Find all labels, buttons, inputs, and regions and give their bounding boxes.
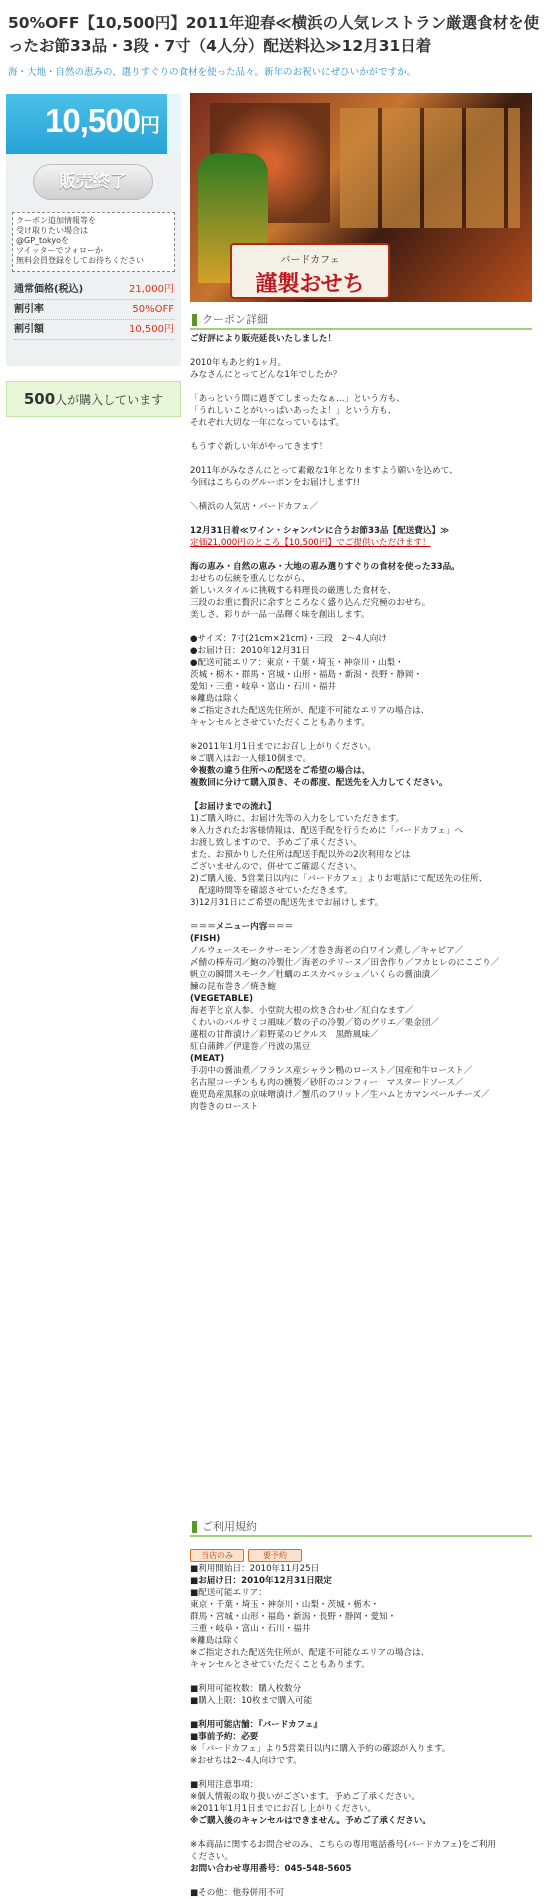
coupon-notice-line: 無料会員登録をしてお待ちください xyxy=(16,256,144,265)
text-line xyxy=(190,1875,532,1887)
coupon-notice xyxy=(12,212,175,272)
row-label: 割引額 xyxy=(14,324,44,335)
tag-store-only: 当店のみ xyxy=(190,1549,244,1562)
sidebar-panel xyxy=(6,154,181,366)
page-title: 50%OFF【10,500円】2011年迎春≪横浜の人気レストラン厳選食材を使ったお節33品・3段・7寸（4人分）配送料込≫12月31日着 xyxy=(8,14,540,55)
text-line: ノルウェースモークサーモン／才巻き海老の白ワイン煮し／キャビア／ xyxy=(190,946,464,956)
coupon-notice-line: @GP_tokyoを xyxy=(16,236,70,245)
text-line: ■利用可能枚数：購入枚数分 xyxy=(190,1684,302,1694)
text-line: 新しいスタイルに挑戦する料理長の厳選した食材を、 xyxy=(190,586,397,596)
text-line xyxy=(190,621,532,633)
coupon-notice-line: クーポン追加情報等を xyxy=(16,216,96,225)
text-line xyxy=(190,789,532,801)
text-line: 肉巻きのロースト xyxy=(190,1102,259,1112)
row-label: 通常価格(税込) xyxy=(14,284,84,295)
text-line: ※ご指定された配送先住所が、配達不可能なエリアの場合は、 xyxy=(190,706,430,716)
purchased-text: 人が購入しています xyxy=(55,393,164,407)
text-line: 愛知・三重・岐阜・富山・石川・福井 xyxy=(190,682,337,692)
text-line: ●お届け日：2010年12月31日 xyxy=(190,646,310,656)
tag-reservation: 要予約 xyxy=(248,1549,302,1562)
text-line: 2)ご購入後、5営業日以内に「バードカフェ」よりお電話にて配送先の住所、 xyxy=(190,874,488,884)
text-line: キャンセルとさせていただくこともあります。 xyxy=(190,1660,370,1670)
text-line: ■事前予約：必要 xyxy=(190,1732,259,1742)
text-line: 帆立の瞬間スモーク／牡蠣のエスカベッシュ／いくらの醤油漬／ xyxy=(190,970,439,980)
text-line: ※離島は除く xyxy=(190,694,241,704)
text-line: お問い合わせ専用番号：045-548-5605 xyxy=(190,1864,352,1874)
text-line: ください。 xyxy=(190,1852,233,1862)
text-line: (FISH) xyxy=(190,934,221,944)
hero-logo-small: バードカフェ xyxy=(280,255,340,266)
jubako-box-shape xyxy=(340,108,520,228)
text-line: おせちの伝統を重んじながら、 xyxy=(190,574,311,584)
text-line: ■お届け日：2010年12月31日限定 xyxy=(190,1576,332,1586)
text-line: ※本商品に関するお問合せのみ、こちらの専用電話番号(バードカフェ)をご利用 xyxy=(190,1840,496,1850)
text-line: 「うれしいことがいっぱいあったよ！」という方も、 xyxy=(190,406,397,416)
row-label: 割引率 xyxy=(14,304,44,315)
text-line xyxy=(190,549,532,561)
row-value: 21,000円 xyxy=(129,284,174,295)
text-line: ※「バードカフェ」より5営業日以内に購入予約の確認が入ります。 xyxy=(190,1744,451,1754)
row-value: 10,500円 xyxy=(129,324,174,335)
price-unit: 円 xyxy=(140,115,159,137)
purchased-count: 500 xyxy=(23,390,56,408)
text-line: 名古屋コーチンもも肉の燻製／砂肝のコンフィー マスタードソース／ xyxy=(190,1078,464,1088)
text-line: ■購入上限：10枚まで購入可能 xyxy=(190,1696,313,1706)
text-line: 12月31日着≪ワイン・シャンパンに合うお節33品【配送費込】≫ xyxy=(190,526,450,536)
text-line: 紅白蒲鉾／伊達巻／丹波の黒豆 xyxy=(190,1042,311,1052)
text-line: 海の恵み・自然の恵み・大地の恵み選りすぐりの食材を使った33品。 xyxy=(190,562,460,572)
hero-logo-big: 謹製おせち xyxy=(255,271,365,297)
text-line: ＝＝＝メニュー内容＝＝＝ xyxy=(190,922,294,932)
text-line xyxy=(190,489,532,501)
text-line: 三段のお重に贅沢に余すところなく盛り込んだ究極のおせち。 xyxy=(190,598,431,608)
page-subtitle: 海・大地・自然の恵みの、選りすぐりの食材を使った品々。新年のお祝いにぜひいかがですか。 xyxy=(8,67,417,78)
text-line xyxy=(190,429,532,441)
text-line: 【お届けまでの流れ】 xyxy=(190,802,276,812)
text-line: ※離島は除く xyxy=(190,1636,241,1646)
text-line xyxy=(190,453,532,465)
text-line xyxy=(190,1707,532,1719)
text-line: 〆鯖の棒寿司／鮑の冷製仕／海老のテリーヌ／田舎作り／フカヒレのにこごり／ xyxy=(190,958,500,968)
text-line: 東京・千葉・埼玉・神奈川・山梨・茨城・栃木・ xyxy=(190,1600,380,1610)
text-line: ■利用注意事項： xyxy=(190,1780,259,1790)
text-line xyxy=(190,909,532,921)
text-line: 手羽中の醤油煮／フランス産シャラン鴨のロースト／国産和牛ロースト／ xyxy=(190,1066,473,1076)
text-line: 複数回に分けて購入頂き、その都度、配送先を入力してください。 xyxy=(190,778,448,788)
coupon-notice-line: 受け取りたい場合は xyxy=(16,226,88,235)
text-line: ※2011年1月1日までにお召し上がりください。 xyxy=(190,1804,377,1814)
text-line: ※ご購入はお一人様10個まで。 xyxy=(190,754,312,764)
text-line: もうすぐ新しい年がやってきます！ xyxy=(190,442,328,452)
text-line: ※おせちは2〜4人向けです。 xyxy=(190,1756,302,1766)
text-line xyxy=(190,1767,532,1779)
text-line: ■その他：他券併用不可 xyxy=(190,1888,285,1898)
coupon-details-body xyxy=(190,333,532,1113)
text-line: (MEAT) xyxy=(190,1054,225,1064)
price-value xyxy=(45,102,159,140)
text-line: 蓮根の甘酢漬け／彩野菜のピクルス 黒酢風味／ xyxy=(190,1030,379,1040)
price-box xyxy=(6,94,181,154)
text-line: ※ご指定された配送先住所が、配達不可能なエリアの場合は、 xyxy=(190,1648,430,1658)
regular-price-row xyxy=(14,280,174,300)
price-table xyxy=(14,280,174,340)
text-line xyxy=(190,345,532,357)
text-line: 2010年もあと約1ヶ月。 xyxy=(190,358,287,368)
text-line: ※2011年1月1日までにお召し上がりください。 xyxy=(190,742,377,752)
discount-amount-row xyxy=(14,320,174,340)
text-line: ※複数の違う住所への配送をご希望の場合は、 xyxy=(190,766,371,776)
text-line: ■配送可能エリア： xyxy=(190,1588,267,1598)
text-line: ご好評により販売延長いたしました！ xyxy=(190,334,337,344)
price-number: 10,500 xyxy=(45,102,140,139)
text-line: 定価21,000円のところ【10,500円】でご提供いただけます！ xyxy=(190,538,431,548)
text-line: (VEGETABLE) xyxy=(190,994,254,1004)
text-line: 「あっという間に過ぎてしまったなぁ…」という方も、 xyxy=(190,394,405,404)
text-line: ●サイズ：7寸(21cm×21cm)・三段 2〜4人向け xyxy=(190,634,387,644)
text-line: キャンセルとさせていただくこともあります。 xyxy=(190,718,370,728)
text-line: ●配送可能エリア：東京・千葉・埼玉・神奈川・山梨・ xyxy=(190,658,404,668)
text-line: ■利用開始日：2010年11月25日 xyxy=(190,1564,320,1574)
row-value: 50%OFF xyxy=(132,304,174,315)
text-line: ※個人情報の取り扱いがございます。予めご了承ください。 xyxy=(190,1792,420,1802)
text-line: 配達時間等を確認させていただきます。 xyxy=(190,886,353,896)
hero-logo xyxy=(230,243,390,299)
text-line: それぞれ大切な一年になっているはず。 xyxy=(190,418,345,428)
terms-body xyxy=(190,1563,532,1899)
coupon-notice-line: ツイッターでフォローか xyxy=(16,246,104,255)
text-line: 三重・岐阜・富山・石川・福井 xyxy=(190,1624,311,1634)
text-line: ■利用可能店舗：『バードカフェ』 xyxy=(190,1720,323,1730)
purchased-count-box xyxy=(6,381,181,417)
text-line: 鹿児島産黒豚の京味噌漬け／蟹爪のフリット／生ハムとカマンベールチーズ／ xyxy=(190,1090,490,1100)
hero-image xyxy=(190,93,532,302)
discount-rate-row xyxy=(14,300,174,320)
text-line: 群馬・宮城・山形・福島・新潟・長野・静岡・愛知・ xyxy=(190,1612,397,1622)
text-line: ※ご購入後のキャンセルはできません。予めご了承ください。 xyxy=(190,1816,431,1826)
text-line: 2011年がみなさんにとって素敵な1年となりますよう願いを込めて、 xyxy=(190,466,458,476)
text-line xyxy=(190,1671,532,1683)
text-line: 今回はこちらのグルーポンをお届けします!! xyxy=(190,478,360,488)
text-line: 海老芋と京人参、小堂院大根の炊き合わせ／紅白なます／ xyxy=(190,1006,414,1016)
text-line: 1)ご購入時に、お届け先等の入力をしていただきます。 xyxy=(190,814,405,824)
text-line xyxy=(190,729,532,741)
sold-out-button[interactable]: 販売終了 xyxy=(33,164,153,200)
text-line: ＼横浜の人気店・バードカフェ／ xyxy=(190,502,319,512)
text-line: みなさんにとってどんな1年でしたか？ xyxy=(190,370,342,380)
text-line: お渡し致しますので、予めご了承ください。 xyxy=(190,838,362,848)
terms-tags xyxy=(190,1543,306,1562)
text-line: 鰊の昆布巻き／焼き鮑 xyxy=(190,982,276,992)
text-line: 3)12月31日にご希望の配送先までお届けします。 xyxy=(190,898,384,908)
text-line xyxy=(190,513,532,525)
text-line: ※入力されたお客様情報は、配送手配を行うために「バードカフェ」へ xyxy=(190,826,463,836)
text-line: また、お預かりした住所は配送手配以外の2次利用などは xyxy=(190,850,411,860)
text-line: 茨城・栃木・群馬・宮城・山形・福島・新潟・長野・静岡・ xyxy=(190,670,423,680)
text-line: くわいのバルサミコ風味／数の子の冷製／筍のグリエ／栗金団／ xyxy=(190,1018,440,1028)
text-line xyxy=(190,381,532,393)
text-line xyxy=(190,1827,532,1839)
text-line: 美しさ、彩りが一品一品輝く味を創出します。 xyxy=(190,610,370,620)
text-line: ございませんので、併せてご確認ください。 xyxy=(190,862,362,872)
terms-heading: ご利用規約 xyxy=(190,1519,532,1537)
coupon-details-heading: クーポン詳細 xyxy=(190,312,532,330)
